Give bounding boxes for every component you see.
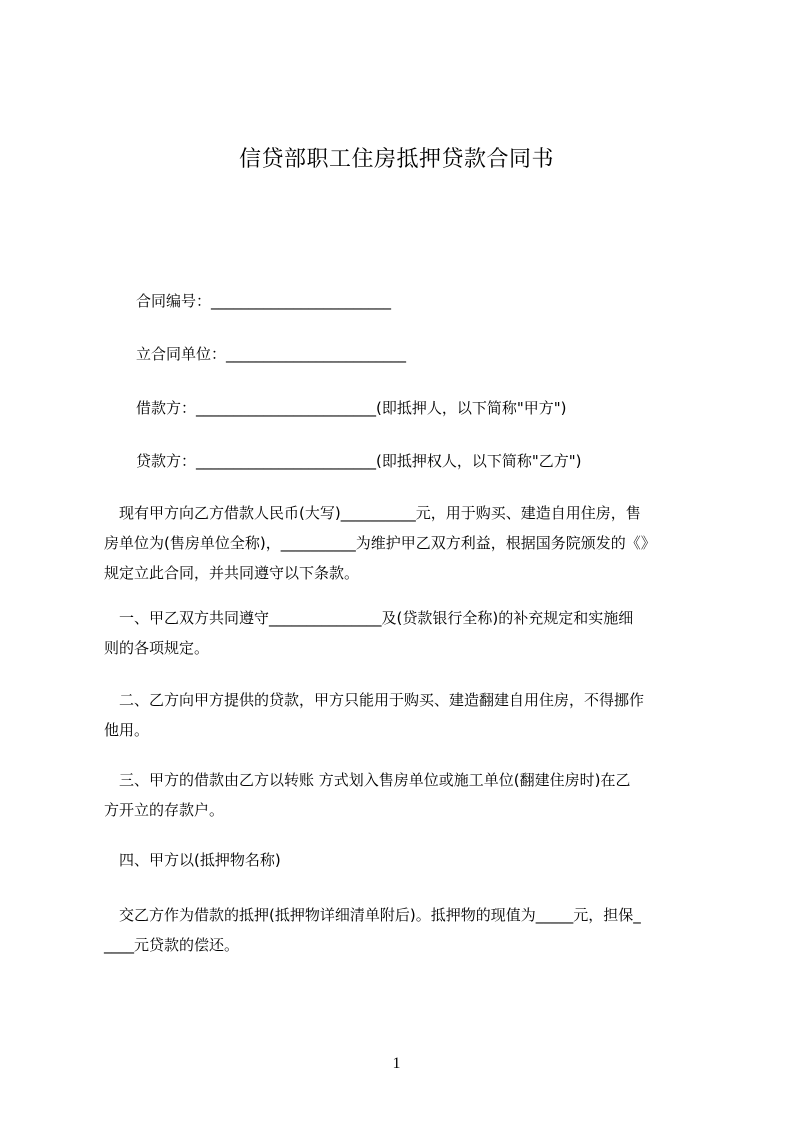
paragraph-line: 交乙方作为借款的抵押(抵押物详细清单附后)。抵押物的现值为_____元，担保_ (104, 906, 641, 924)
paragraph-line: ____元贷款的偿还。 (104, 936, 240, 954)
paragraph-line: 二、乙方向甲方提供的贷款，甲方只能用于购买、建造翻建自用住房，不得挪作 (104, 691, 645, 709)
contract-number-field: 合同编号：________________________ (136, 292, 392, 310)
clause-1-paragraph (104, 603, 702, 663)
preamble-paragraph (104, 498, 702, 588)
paragraph-line: 方开立的存款户。 (104, 801, 225, 819)
borrower-field: 借款方：________________________(即抵押人，以下简称"甲方") (136, 399, 567, 417)
paragraph-line: 一、甲乙双方共同遵守_______________及(贷款银行全称)的补充规定和实施细 (104, 609, 634, 627)
document-title: 信贷部职工住房抵押贷款合同书 (238, 147, 554, 172)
paragraph-line: 三、甲方的借款由乙方以转账 方式划入售房单位或施工单位(翻建住房时)在乙 (104, 771, 631, 789)
paragraph-line: 则的各项规定。 (104, 639, 210, 657)
contracting-unit-field: 立合同单位：________________________ (136, 345, 407, 363)
collateral-paragraph (104, 900, 702, 960)
paragraph-line: 规定立此合同，并共同遵守以下条款。 (104, 564, 360, 582)
paragraph-line: 四、甲方以(抵押物名称) (104, 851, 281, 869)
lender-field: 贷款方：________________________(即抵押权人，以下简称"乙方") (136, 452, 582, 470)
clause-2-paragraph (104, 685, 702, 745)
paragraph-line: 现有甲方向乙方借款人民币(大写)__________元，用于购买、建造自用住房，售 (104, 504, 641, 522)
paragraph-line: 房单位为(售房单位全称)，__________为维护甲乙双方利益，根据国务院颁发的《》 (104, 534, 656, 552)
clause-4-paragraph (104, 845, 702, 875)
page-number: 1 (392, 1055, 401, 1072)
clause-3-paragraph (104, 765, 702, 825)
paragraph-line: 他用。 (104, 721, 150, 739)
